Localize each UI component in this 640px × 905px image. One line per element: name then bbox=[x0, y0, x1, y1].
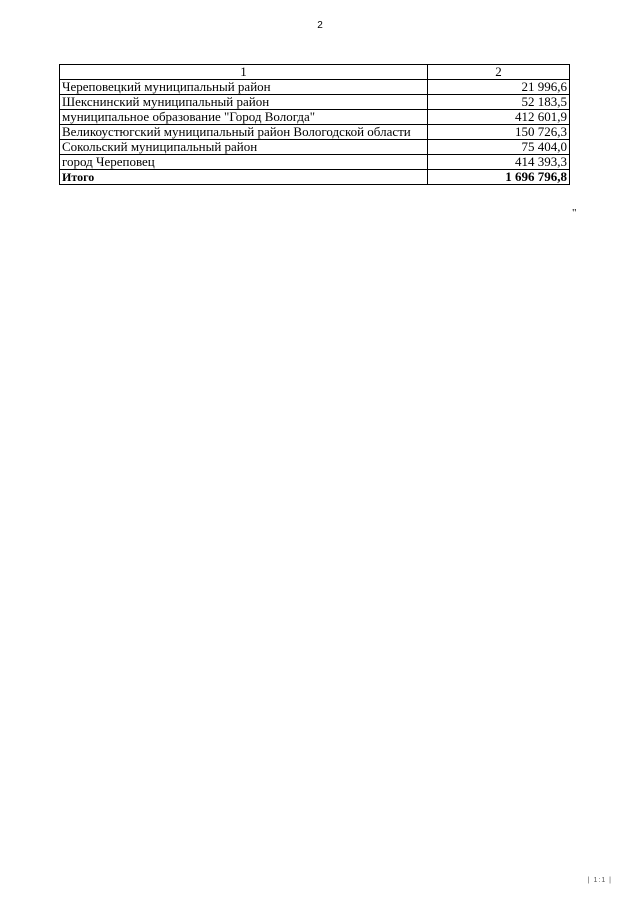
municipality-name: Сокольский муниципальный район bbox=[60, 140, 428, 155]
municipality-name: Шекснинский муниципальный район bbox=[60, 95, 428, 110]
column-header-1: 1 bbox=[60, 65, 428, 80]
amount-value: 52 183,5 bbox=[428, 95, 570, 110]
column-header-2: 2 bbox=[428, 65, 570, 80]
amount-value: 150 726,3 bbox=[428, 125, 570, 140]
amount-value: 412 601,9 bbox=[428, 110, 570, 125]
total-label: Итого bbox=[60, 170, 428, 185]
municipality-name: город Череповец bbox=[60, 155, 428, 170]
footer-mark: | 1:1 | bbox=[587, 877, 612, 884]
allocation-table bbox=[59, 64, 570, 185]
amount-value: 75 404,0 bbox=[428, 140, 570, 155]
total-row bbox=[60, 170, 570, 185]
table-row bbox=[60, 110, 570, 125]
municipality-name: муниципальное образование "Город Вологда" bbox=[60, 110, 428, 125]
total-value: 1 696 796,8 bbox=[428, 170, 570, 185]
table-row bbox=[60, 155, 570, 170]
page-number: 2 bbox=[317, 20, 323, 31]
table-row bbox=[60, 95, 570, 110]
table-row bbox=[60, 140, 570, 155]
table-header-row bbox=[60, 65, 570, 80]
allocation-table-container bbox=[59, 64, 570, 185]
table-row bbox=[60, 80, 570, 95]
amount-value: 21 996,6 bbox=[428, 80, 570, 95]
amount-value: 414 393,3 bbox=[428, 155, 570, 170]
municipality-name: Великоустюгский муниципальный район Вологодской области bbox=[60, 125, 428, 140]
table-row bbox=[60, 125, 570, 140]
closing-quote-mark: " bbox=[572, 207, 577, 219]
municipality-name: Череповецкий муниципальный район bbox=[60, 80, 428, 95]
